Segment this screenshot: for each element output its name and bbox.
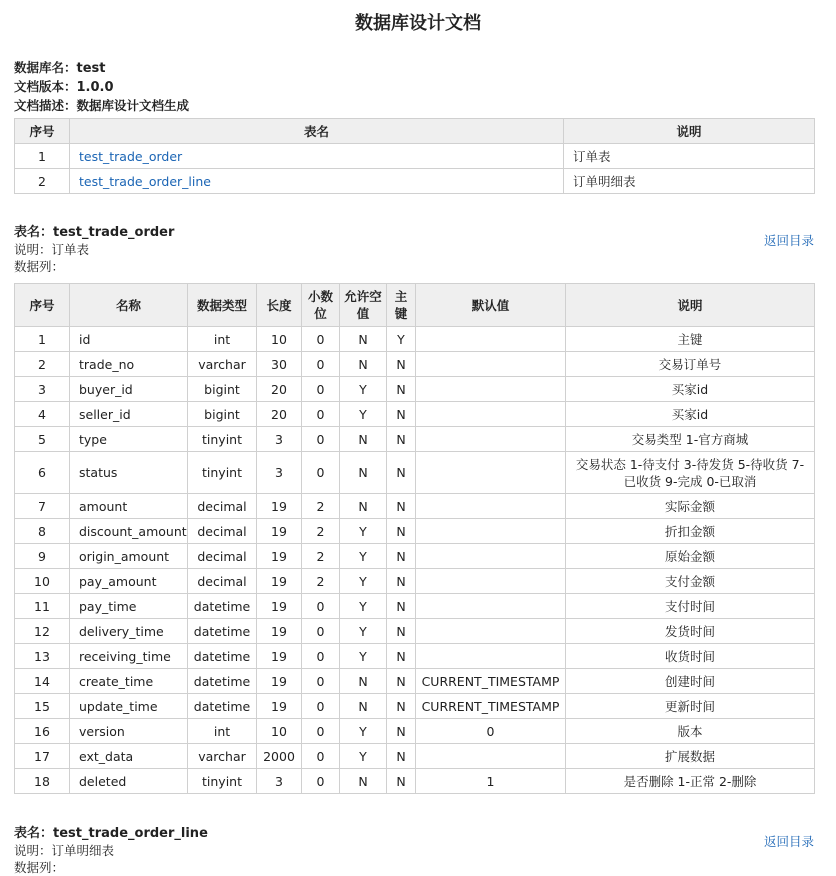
toc-header: 说明 xyxy=(564,119,815,144)
column-header: 说明 xyxy=(566,284,815,327)
table-cell: buyer_id xyxy=(70,377,188,402)
table-cell: int xyxy=(188,719,257,744)
table-cell: 2 xyxy=(302,569,340,594)
table-cell: N xyxy=(387,594,416,619)
table-cell: tinyint xyxy=(188,769,257,794)
column-header: 默认值 xyxy=(416,284,566,327)
table-cell xyxy=(416,494,566,519)
table-cell: 收货时间 xyxy=(566,644,815,669)
table-cell: 9 xyxy=(15,544,70,569)
table-row xyxy=(15,644,815,669)
toc-table xyxy=(14,118,815,194)
table-cell: 19 xyxy=(257,644,302,669)
toc-cell: 订单表 xyxy=(564,144,815,169)
table-cell: N xyxy=(340,494,387,519)
table-row xyxy=(15,327,815,352)
table-cell: N xyxy=(340,427,387,452)
table-row xyxy=(15,769,815,794)
table-cell: 0 xyxy=(302,352,340,377)
table-cell: Y xyxy=(340,644,387,669)
table-cell: 0 xyxy=(302,744,340,769)
table-cell: 10 xyxy=(15,569,70,594)
table-cell: Y xyxy=(340,377,387,402)
table-cell: 更新时间 xyxy=(566,694,815,719)
table-cell: 发货时间 xyxy=(566,619,815,644)
table-cell: 14 xyxy=(15,669,70,694)
table-cell: datetime xyxy=(188,619,257,644)
toc-cell: 1 xyxy=(15,144,70,169)
table-cell: 2 xyxy=(302,544,340,569)
table-row xyxy=(15,694,815,719)
table-cell: 2 xyxy=(302,494,340,519)
table-cell: 19 xyxy=(257,694,302,719)
table-cell: varchar xyxy=(188,744,257,769)
table-cell: 2000 xyxy=(257,744,302,769)
table-cell: N xyxy=(387,569,416,594)
table-cell: decimal xyxy=(188,569,257,594)
columns-label: 数据列： xyxy=(14,860,65,875)
table-cell: N xyxy=(387,452,416,494)
table-cell: 19 xyxy=(257,669,302,694)
page-title: 数据库设计文档 xyxy=(355,13,481,34)
table-row xyxy=(15,494,815,519)
table-cell: 创建时间 xyxy=(566,669,815,694)
table-cell: 版本 xyxy=(566,719,815,744)
table-cell: tinyint xyxy=(188,427,257,452)
table-cell: 8 xyxy=(15,519,70,544)
table-cell: 7 xyxy=(15,494,70,519)
table-cell: 交易订单号 xyxy=(566,352,815,377)
table-cell: 19 xyxy=(257,569,302,594)
table-cell: 0 xyxy=(302,377,340,402)
column-header: 小数位 xyxy=(302,284,340,327)
column-header: 允许空值 xyxy=(340,284,387,327)
table-cell xyxy=(416,519,566,544)
table-cell: 0 xyxy=(302,719,340,744)
columns-label: 数据列： xyxy=(14,259,65,274)
table-cell: Y xyxy=(340,402,387,427)
table-cell: 买家id xyxy=(566,377,815,402)
table-row xyxy=(15,744,815,769)
table-cell: bigint xyxy=(188,402,257,427)
table-cell: ext_data xyxy=(70,744,188,769)
table-cell: datetime xyxy=(188,644,257,669)
table-cell: type xyxy=(70,427,188,452)
table-row xyxy=(15,544,815,569)
table-cell: N xyxy=(387,544,416,569)
table-cell: deleted xyxy=(70,769,188,794)
table-cell xyxy=(416,452,566,494)
table-row xyxy=(15,402,815,427)
table-desc: 订单表 xyxy=(51,242,90,257)
table-cell: pay_time xyxy=(70,594,188,619)
table-cell xyxy=(416,327,566,352)
table-cell: datetime xyxy=(188,669,257,694)
table-cell: 16 xyxy=(15,719,70,744)
toc-cell xyxy=(70,144,564,169)
table-cell xyxy=(416,744,566,769)
toc-header: 表名 xyxy=(70,119,564,144)
table-row xyxy=(15,352,815,377)
table-row xyxy=(15,719,815,744)
table-cell: 15 xyxy=(15,694,70,719)
table-cell: amount xyxy=(70,494,188,519)
table-cell: 0 xyxy=(302,452,340,494)
table-cell: 10 xyxy=(257,327,302,352)
table-cell: 6 xyxy=(15,452,70,494)
table-cell: datetime xyxy=(188,594,257,619)
table-cell: bigint xyxy=(188,377,257,402)
toc-header: 序号 xyxy=(15,119,70,144)
table-cell xyxy=(416,427,566,452)
table-cell: 0 xyxy=(302,669,340,694)
table-cell: 买家id xyxy=(566,402,815,427)
table-name-label: 表名： xyxy=(14,826,54,841)
table-cell: 原始金额 xyxy=(566,544,815,569)
table-cell: decimal xyxy=(188,544,257,569)
table-cell: 扩展数据 xyxy=(566,744,815,769)
table-cell: origin_amount xyxy=(70,544,188,569)
table-cell: 交易状态 1-待支付 3-待发货 5-待收货 7-已收货 9-完成 0-已取消 xyxy=(566,452,815,494)
column-header: 数据类型 xyxy=(188,284,257,327)
table-cell: 1 xyxy=(416,769,566,794)
table-cell xyxy=(416,569,566,594)
back-to-toc-link[interactable]: 返回目录 xyxy=(763,834,814,849)
table-row xyxy=(15,594,815,619)
doc-description: 数据库设计文档生成 xyxy=(76,98,190,113)
table-cell: 3 xyxy=(15,377,70,402)
table-cell: 4 xyxy=(15,402,70,427)
table-cell xyxy=(416,352,566,377)
table-cell: Y xyxy=(340,594,387,619)
table-row xyxy=(15,669,815,694)
doc-meta xyxy=(14,59,189,115)
table-cell: N xyxy=(387,719,416,744)
table-cell: 5 xyxy=(15,427,70,452)
table-cell: N xyxy=(387,644,416,669)
table-link[interactable]: test_trade_order_line xyxy=(79,173,211,189)
table-cell: 主键 xyxy=(566,327,815,352)
table-cell: 交易类型 1-官方商城 xyxy=(566,427,815,452)
table-cell: N xyxy=(340,327,387,352)
table-row xyxy=(15,519,815,544)
table-cell: 3 xyxy=(257,427,302,452)
table-cell: 0 xyxy=(302,327,340,352)
table-cell: 11 xyxy=(15,594,70,619)
table-cell: N xyxy=(387,427,416,452)
table-cell: 0 xyxy=(302,694,340,719)
table-cell: 20 xyxy=(257,377,302,402)
table-cell: 折扣金额 xyxy=(566,519,815,544)
table-cell: N xyxy=(387,669,416,694)
table-cell: 2 xyxy=(15,352,70,377)
table-cell: 是否删除 1-正常 2-删除 xyxy=(566,769,815,794)
table-cell xyxy=(416,619,566,644)
table-desc-label: 说明： xyxy=(14,843,52,858)
table-cell: receiving_time xyxy=(70,644,188,669)
table-cell: 0 xyxy=(302,594,340,619)
table-cell: 12 xyxy=(15,619,70,644)
table-cell: delivery_time xyxy=(70,619,188,644)
table-row xyxy=(15,569,815,594)
table-cell: Y xyxy=(340,719,387,744)
table-cell: create_time xyxy=(70,669,188,694)
column-header: 名称 xyxy=(70,284,188,327)
table-cell xyxy=(416,644,566,669)
table-cell: decimal xyxy=(188,519,257,544)
table-cell: 2 xyxy=(302,519,340,544)
table-cell: 30 xyxy=(257,352,302,377)
table-cell: CURRENT_TIMESTAMP xyxy=(416,694,566,719)
table-cell: 19 xyxy=(257,519,302,544)
table-cell: discount_amount xyxy=(70,519,188,544)
column-header: 主键 xyxy=(387,284,416,327)
table-link[interactable]: test_trade_order xyxy=(79,148,183,164)
table-cell: CURRENT_TIMESTAMP xyxy=(416,669,566,694)
table-cell: N xyxy=(340,352,387,377)
table-desc: 订单明细表 xyxy=(51,843,115,858)
table-cell: N xyxy=(340,694,387,719)
table-cell: Y xyxy=(340,544,387,569)
table-cell: status xyxy=(70,452,188,494)
table-cell: decimal xyxy=(188,494,257,519)
table-row xyxy=(15,377,815,402)
table-cell xyxy=(416,594,566,619)
table-cell: datetime xyxy=(188,694,257,719)
table-cell: tinyint xyxy=(188,452,257,494)
table-cell: 0 xyxy=(302,427,340,452)
table-cell xyxy=(416,377,566,402)
version-label: 文档版本： xyxy=(14,79,77,94)
table-cell: 实际金额 xyxy=(566,494,815,519)
table-cell: 3 xyxy=(257,769,302,794)
table-cell: 0 xyxy=(302,644,340,669)
table-cell: 10 xyxy=(257,719,302,744)
table-cell: N xyxy=(387,352,416,377)
table-cell: Y xyxy=(340,519,387,544)
column-header: 序号 xyxy=(15,284,70,327)
table-row xyxy=(15,452,815,494)
table-cell: pay_amount xyxy=(70,569,188,594)
table-cell: N xyxy=(340,769,387,794)
table-cell: 0 xyxy=(302,402,340,427)
table-name: test_trade_order xyxy=(53,225,175,240)
table-cell: N xyxy=(340,452,387,494)
table-cell: 3 xyxy=(257,452,302,494)
table-cell: 13 xyxy=(15,644,70,669)
back-to-toc-link[interactable]: 返回目录 xyxy=(763,233,814,248)
toc-cell xyxy=(70,169,564,194)
table-cell: N xyxy=(387,519,416,544)
table-cell xyxy=(416,402,566,427)
column-header: 长度 xyxy=(257,284,302,327)
table-name-label: 表名： xyxy=(14,225,54,240)
table-cell: 1 xyxy=(15,327,70,352)
toc-cell: 订单明细表 xyxy=(564,169,815,194)
table-cell: 19 xyxy=(257,494,302,519)
table-cell: 19 xyxy=(257,619,302,644)
table-cell: 17 xyxy=(15,744,70,769)
table-cell: N xyxy=(340,669,387,694)
table-cell: int xyxy=(188,327,257,352)
table-cell: N xyxy=(387,494,416,519)
table-name: test_trade_order_line xyxy=(53,826,208,841)
desc-label: 文档描述： xyxy=(14,98,77,113)
table-row xyxy=(15,619,815,644)
toc-cell: 2 xyxy=(15,169,70,194)
table-desc-label: 说明： xyxy=(14,242,52,257)
table-cell: N xyxy=(387,744,416,769)
table-cell: Y xyxy=(340,744,387,769)
table-cell: N xyxy=(387,377,416,402)
table-cell: 18 xyxy=(15,769,70,794)
table-cell: N xyxy=(387,769,416,794)
table-cell: 0 xyxy=(302,619,340,644)
table-cell: Y xyxy=(340,569,387,594)
table-cell: id xyxy=(70,327,188,352)
toc-row xyxy=(15,144,815,169)
table-cell: 支付金额 xyxy=(566,569,815,594)
db-name: test xyxy=(76,61,106,76)
table-cell: 19 xyxy=(257,544,302,569)
table-section-header xyxy=(14,224,174,275)
table-cell: Y xyxy=(387,327,416,352)
table-row xyxy=(15,427,815,452)
table-cell: 19 xyxy=(257,594,302,619)
table-cell: varchar xyxy=(188,352,257,377)
table-cell: update_time xyxy=(70,694,188,719)
table-cell: 支付时间 xyxy=(566,594,815,619)
columns-table xyxy=(14,283,815,794)
table-cell: Y xyxy=(340,619,387,644)
table-cell: version xyxy=(70,719,188,744)
table-cell: N xyxy=(387,694,416,719)
table-cell xyxy=(416,544,566,569)
table-cell: N xyxy=(387,402,416,427)
table-cell: trade_no xyxy=(70,352,188,377)
table-cell: 20 xyxy=(257,402,302,427)
table-cell: seller_id xyxy=(70,402,188,427)
table-section-header xyxy=(14,825,208,876)
table-cell: 0 xyxy=(416,719,566,744)
db-label: 数据库名： xyxy=(14,60,77,75)
doc-version: 1.0.0 xyxy=(76,80,114,95)
toc-row xyxy=(15,169,815,194)
table-cell: 0 xyxy=(302,769,340,794)
table-cell: N xyxy=(387,619,416,644)
